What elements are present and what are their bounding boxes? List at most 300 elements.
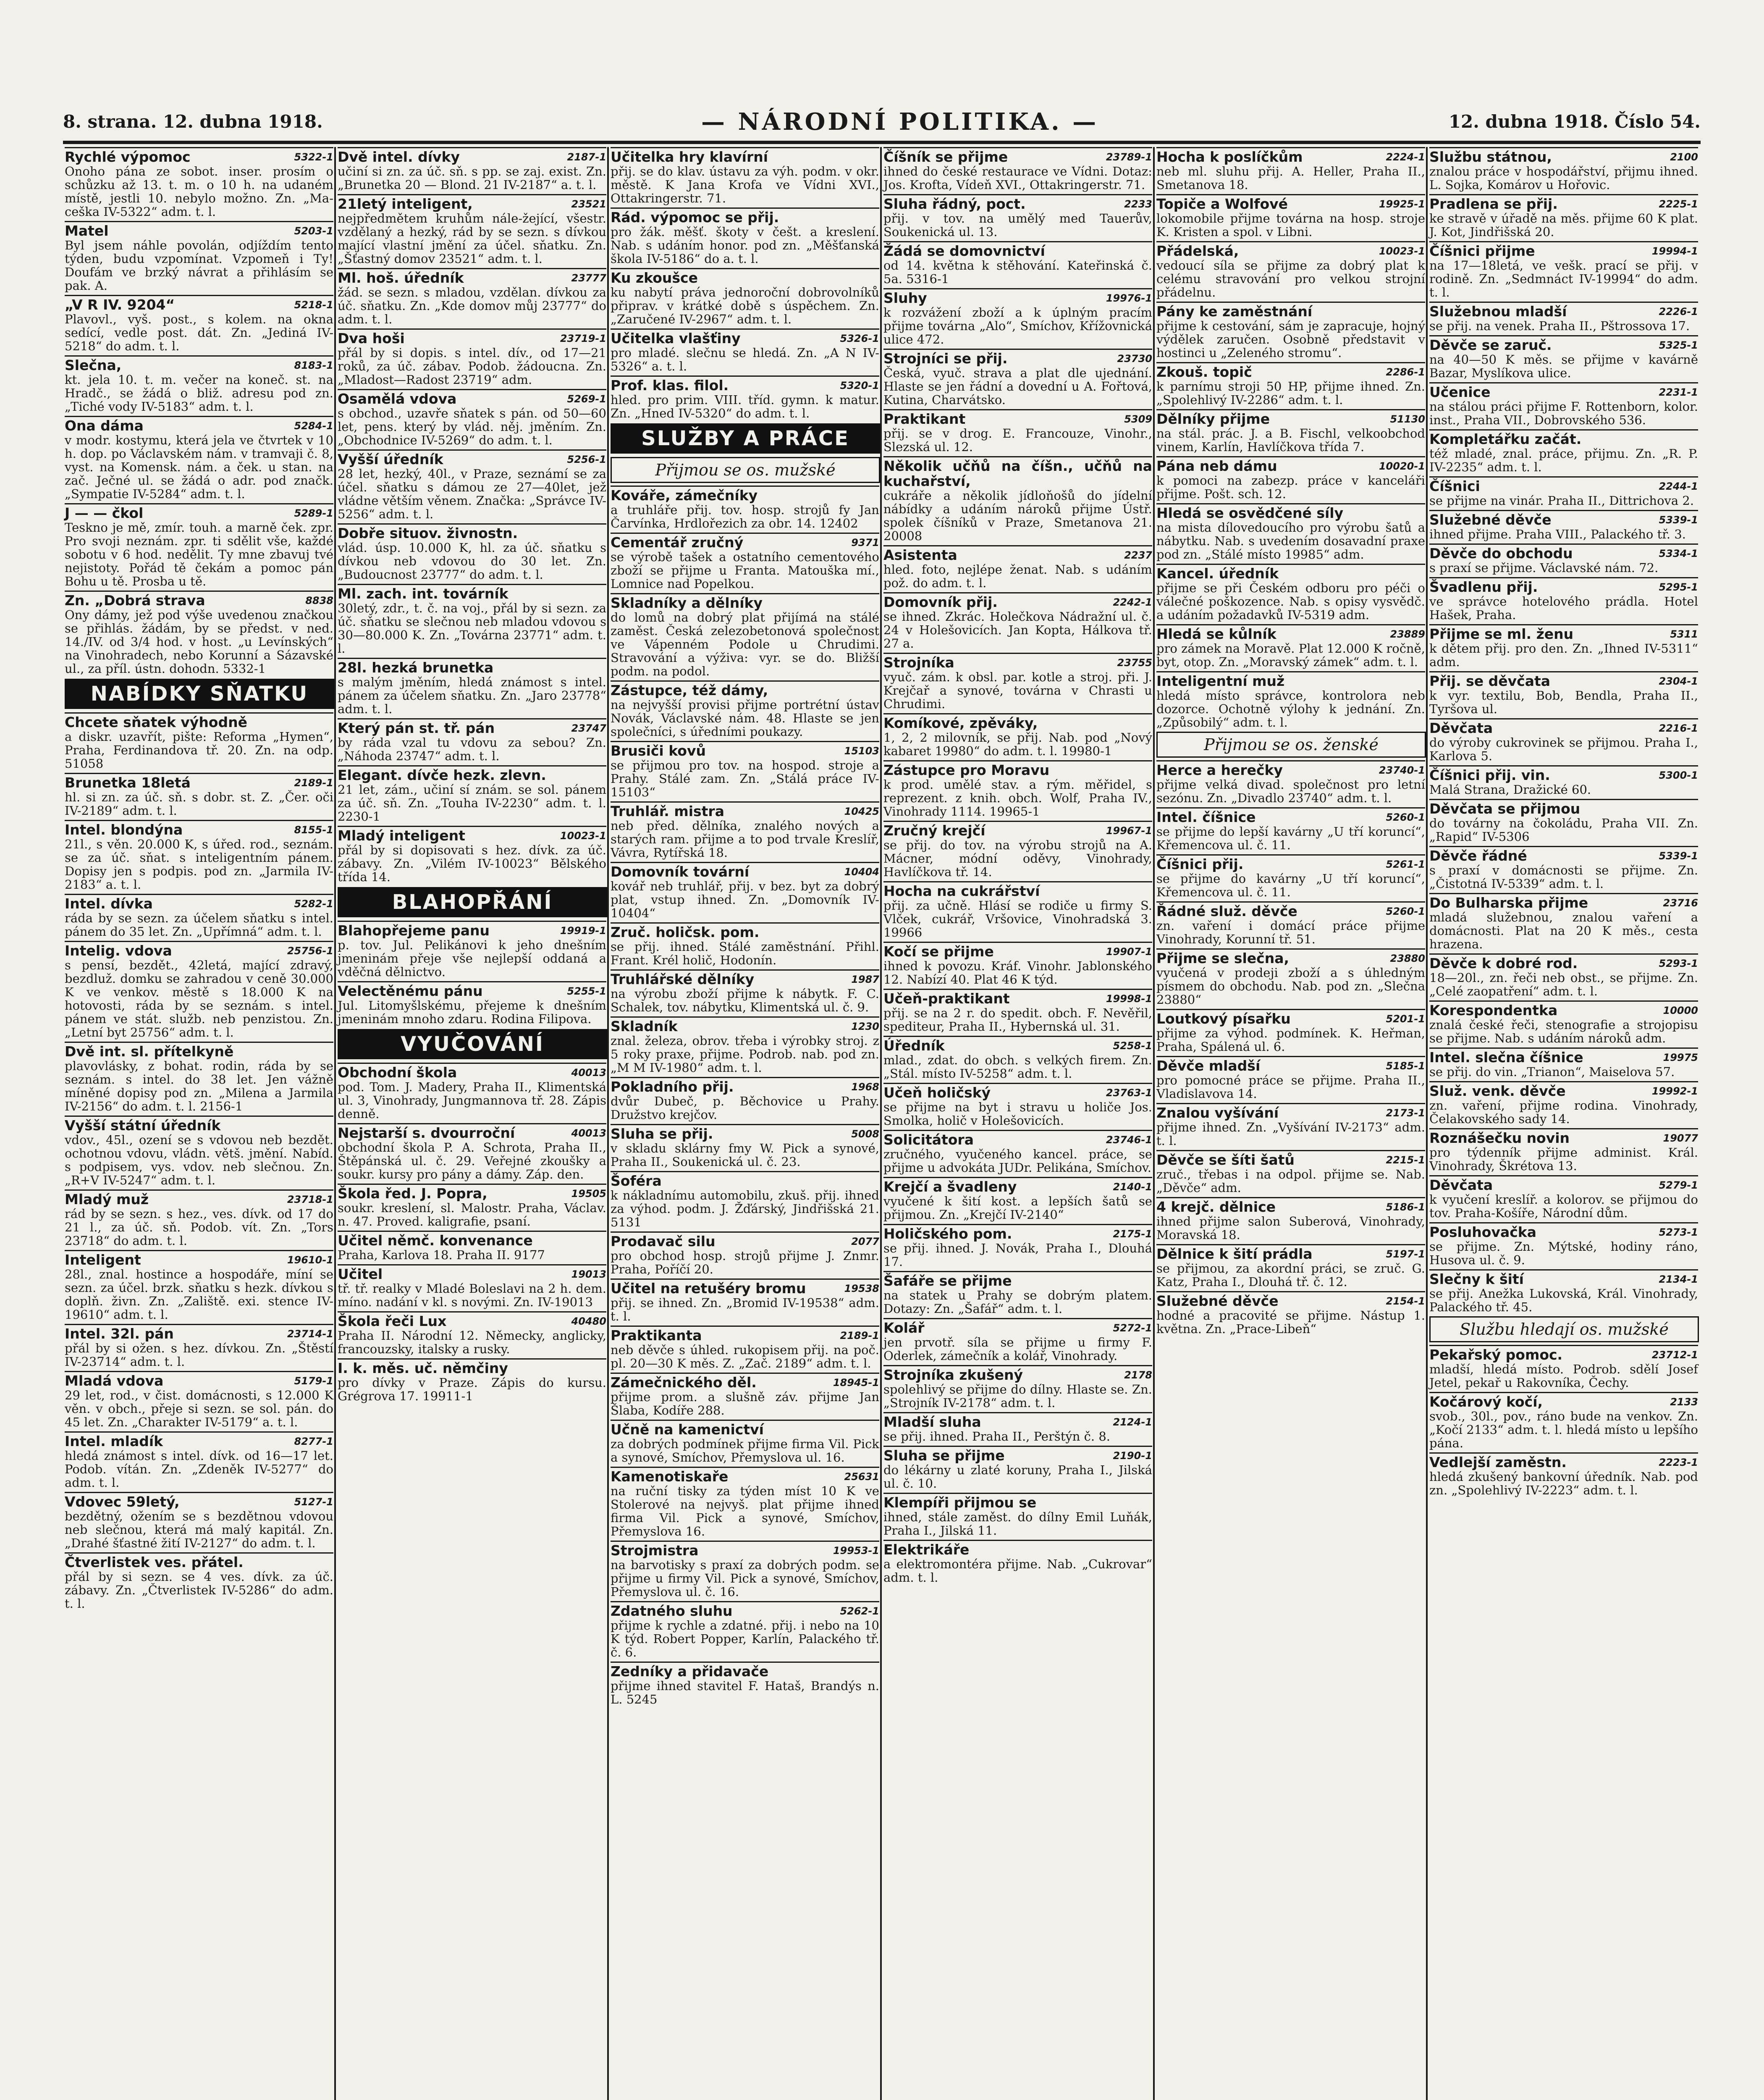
ad-text: Byl jsem náhle povolán, odjíždím tento týden, budu vzpomínat. Vzpomeň i Ty! Doufám ve brzký návrat a přihlásím se pak. A.	[65, 238, 333, 293]
ad-heading	[1429, 624, 1698, 642]
classified-ad	[1429, 718, 1698, 763]
ad-text: přijme za výhod. podmínek. K. Heřman, Praha, Spálená ul. 6.	[1156, 1026, 1425, 1054]
ad-text: pro žák. měšť. škoty v češt. a kreslení. Nab. s udáním honor. pod zn. „Měšťanská škola IV-5186“ do a. t. l.	[611, 225, 879, 266]
ad-text: pro zámek na Moravě. Plat 12.000 K ročně, byt, otop. Zn. „Moravský zámek“ adm. t. l.	[1156, 641, 1425, 669]
classified-ad	[611, 147, 879, 205]
page-header	[63, 108, 1701, 145]
ad-heading	[338, 268, 606, 286]
classified-ad	[883, 349, 1152, 407]
ad-code: 19505	[571, 1188, 606, 1200]
ad-title: Ona dáma	[65, 417, 144, 434]
classified-ad	[1429, 335, 1698, 380]
ad-text: neb ml. sluhu přij. A. Heller, Praha II., Smetanova 18.	[1156, 164, 1425, 192]
column-3	[609, 147, 882, 2100]
ad-text: ráda by se sezn. za účelem sňatku s intel. pánem do 35 let. Zn. „Upřímná“ adm. t. l.	[65, 911, 333, 939]
ad-title: Do Bulharska přijme	[1429, 895, 1588, 911]
ad-code: 40013	[571, 1067, 606, 1079]
ad-text: vyučené k šití kost. a lepších šatů se přijmou. Zn. „Krejčí IV-2140“	[883, 1194, 1152, 1222]
ad-text: pro obchod hosp. strojů přijme J. Znmr. Praha, Poříčí 20.	[611, 1249, 879, 1276]
ad-heading	[1429, 382, 1698, 400]
ad-title: Intelig. vdova	[65, 942, 172, 959]
classified-ad	[338, 1231, 606, 1262]
ad-title: Učitel němč. konvenance	[338, 1232, 533, 1249]
ad-heading	[1429, 765, 1698, 783]
ad-text: mladší, hledá místo. Podrob. sdělí Josef Jetel, pekař u Rakovníka, Čechy.	[1429, 1362, 1698, 1390]
ad-title: Zástupce, též dámy,	[611, 682, 768, 698]
ad-title: Cementář zručný	[611, 534, 744, 551]
ad-text: přijme k rychle a zdatné. přij. i nebo na 10 K týd. Robert Popper, Karlín, Palackého tř. č. 6.	[611, 1618, 879, 1659]
ad-title: Hocha k poslíčkům	[1156, 149, 1303, 165]
ad-title: Služebné děvče	[1429, 512, 1552, 528]
ad-code: 5272-1	[1113, 1322, 1152, 1334]
ad-text: kt. jela 10. t. m. večer na koneč. st. na Hradč., se žádá o bliž. adresu pod zn. „Tiché vody IV-5183“ adm. t. l.	[65, 373, 333, 414]
ad-text: se přij. ihned. J. Novák, Praha I., Dlouhá 17.	[883, 1241, 1152, 1269]
classified-ad	[1429, 765, 1698, 796]
ad-title: 28l. hezká brunetka	[338, 659, 494, 676]
ad-title: Intel. číšnice	[1156, 809, 1256, 825]
ad-text: s praxí se přijme. Václavské nám. 72.	[1429, 561, 1659, 575]
ad-heading	[1156, 760, 1425, 778]
classified-ad	[611, 207, 879, 265]
ad-code: 5320-1	[840, 380, 879, 391]
classified-ad	[611, 1016, 879, 1074]
ad-title: Dělníky přijme	[1156, 411, 1270, 427]
ad-title: Učně na kamenictví	[611, 1421, 764, 1438]
ad-text: 21l., s věn. 20.000 K, s úřed. rod., seznám. se za úč. sňat. s inteligentním pánem. Dopisy jen s podpis. pod zn. „Jarmila IV-2183“ a. t. l.	[65, 837, 333, 892]
classified-ad	[611, 1171, 879, 1229]
ad-text: na 17—18letá, ve vešk. prací se přij. v rodině. Zn. „Sedmnáct IV-19994“ do adm. t. l.	[1429, 258, 1698, 299]
ad-text: za dobrých podmínek přijme firma Vil. Pick a synové, Smíchov, Přemyslova ul. 16.	[611, 1437, 879, 1465]
classified-ad	[1429, 510, 1698, 541]
ad-code: 2189-1	[840, 1330, 879, 1341]
ad-title: Klempíři přijmou se	[883, 1494, 1037, 1511]
ad-title: Učeň-praktikant	[883, 990, 1010, 1007]
classified-ad	[1429, 1452, 1698, 1497]
ad-title: Znalou vyšívání	[1156, 1105, 1279, 1121]
classified-ad	[1429, 1047, 1698, 1079]
ad-heading	[1429, 1345, 1698, 1362]
ad-heading	[1429, 510, 1698, 528]
classified-ad	[883, 592, 1152, 650]
ad-text: zruč., třebas i na odpol. přijme se. Nab. „Děvče“ adm.	[1156, 1167, 1425, 1195]
ad-heading	[65, 1371, 333, 1389]
ad-code: 1968	[851, 1081, 879, 1093]
ad-text: přál by si ožen. s hez. dívkou. Zn. „Štěstí IV-23714“ adm. t. l.	[65, 1341, 333, 1369]
ad-title: Kamenotiskaře	[611, 1468, 729, 1485]
ad-heading	[883, 349, 1152, 366]
classified-ad	[1429, 1269, 1698, 1314]
ad-code: 19907-1	[1106, 946, 1152, 958]
ad-title: Sluha se přijme	[883, 1447, 1005, 1464]
ad-heading	[338, 1231, 606, 1248]
ad-text: se přijme. Zn. Mýtské, hodiny ráno, Husova ul. č. 9.	[1429, 1239, 1698, 1267]
ad-heading	[338, 826, 606, 843]
ad-text: vdov., 45l., ození se s vdovou neb bezdět. ochotnou vdovu, vládn. větš. jmění. Nabíd. s podpisem, vys. vdov. neb slečnou. Zn. „R+V IV-5247“ adm. t. l.	[65, 1133, 333, 1187]
ad-title: Pány ke zaměstnání	[1156, 303, 1313, 320]
classified-ad	[883, 241, 1152, 286]
ad-title: Ml. hoš. úředník	[338, 270, 464, 286]
ad-code: 2187-1	[567, 151, 606, 163]
ad-code: 5262-1	[840, 1605, 879, 1617]
classified-ad	[1429, 194, 1698, 239]
ad-code: 2242-1	[1113, 596, 1152, 608]
ad-code: 5282-1	[294, 898, 333, 910]
ad-title: Inteligent	[65, 1252, 141, 1268]
ad-heading	[1429, 799, 1698, 816]
ad-title: Osamělá vdova	[338, 391, 457, 407]
ad-title: Kolář	[883, 1320, 925, 1336]
ad-title: Děvče mladší	[1156, 1058, 1261, 1074]
ad-heading	[1156, 302, 1425, 319]
ad-text: se přijmou pro tov. na hospod. stroje a Prahy. Stálé zam. Zn. „Stálá práce IV-15103“	[611, 758, 879, 799]
ad-text: k dětem přij. pro den. Zn. „Ihned IV-5311“ adm.	[1429, 641, 1698, 669]
ad-heading	[883, 1036, 1152, 1053]
ad-code: 5334-1	[1659, 548, 1698, 559]
ad-text: se přijme na vinár. Praha II., Dittrichova 2.	[1429, 494, 1694, 508]
ad-heading	[338, 1123, 606, 1141]
classified-ad	[1429, 846, 1698, 890]
ad-heading	[611, 1016, 879, 1034]
classified-ad	[338, 268, 606, 326]
ad-heading	[65, 1324, 333, 1341]
ad-heading	[611, 1124, 879, 1142]
ad-code: 23714-1	[287, 1328, 333, 1340]
ad-title: Číšnici přijme	[1429, 243, 1535, 259]
classified-ad	[883, 989, 1152, 1033]
ad-text: k rozvážení zboží a k úplným pracím přijme továrna „Alo“, Smíchov, Křížovnická ulice 472.	[883, 305, 1152, 346]
classified-ad	[1429, 799, 1698, 843]
ad-title: Velectěnému pánu	[338, 983, 483, 999]
classified-ad	[65, 773, 333, 817]
classified-ad	[338, 1063, 606, 1121]
ad-text: neb před. dělníka, znalého nových a starých ram. přijme a to pod trvale Kreslíř, Vávra, Rytířská 18.	[611, 819, 879, 860]
classified-ad	[611, 375, 879, 420]
ad-title: Zdatného sluhu	[611, 1603, 733, 1619]
ad-text: ke stravě v úřadě na měs. přijme 60 K plat. J. Kot, Jindřišská 20.	[1429, 211, 1698, 239]
classified-ad	[338, 981, 606, 1026]
ad-code: 5255-1	[567, 985, 606, 997]
ad-title: Děvčata	[1429, 1177, 1493, 1193]
classified-ad	[883, 545, 1152, 590]
column-1	[63, 147, 336, 2100]
ad-title: Přádelská,	[1156, 243, 1239, 259]
ad-code: 10000	[1663, 1005, 1698, 1016]
ad-code: 1987	[851, 974, 879, 985]
issue-number-date: 12. dubna 1918. Číslo 54.	[1448, 111, 1701, 132]
ad-heading	[1429, 429, 1698, 447]
ad-heading	[611, 1420, 879, 1437]
ad-heading	[338, 1358, 606, 1376]
ad-text: přij. se do klav. ústavu za výh. podm. v okr. městě. K Jana Krofa ve Vídni XVI., Ottakringerstr. 71.	[611, 164, 879, 205]
ad-heading	[1156, 1197, 1425, 1215]
ad-title: Zručný krejčí	[883, 822, 986, 839]
ad-text: se přijme na byt i stravu u holiče Jos. Smolka, holič v Holešovicích.	[883, 1100, 1152, 1128]
ad-heading	[338, 1063, 606, 1080]
classified-ad	[338, 1311, 606, 1356]
ad-code: 19925-1	[1379, 198, 1425, 210]
ad-text: přij. se v drog. E. Francouze, Vinohr., Slezská ul. 12.	[883, 426, 1152, 454]
ad-text: se přijme do kavárny „U tří koruncí“, Křemencova ul. č. 11.	[1156, 872, 1425, 899]
ad-text: hledá známost s intel. dívk. od 16—17 let. Podob. vítán. Zn. „Zdeněk IV-5277“ do adm. t. l.	[65, 1449, 333, 1490]
ad-code: 19994-1	[1651, 245, 1698, 257]
ad-title: Blahopřejeme panu	[338, 922, 490, 939]
classified-ad	[883, 1083, 1152, 1127]
ad-code: 5295-1	[1659, 581, 1698, 593]
classified-ad	[338, 765, 606, 823]
ad-text: přij. se na 2 r. do spedit. obch. F. Nevěřil, spediteur, Praha II., Hybernská ul. 31.	[883, 1006, 1152, 1034]
ad-text: Ony dámy, jež pod výše uvedenou značkou se přihlás. žádám, by se předst. v ned. 14./IV. od 3/4 hod. v host. „u Levínských“ na Vinohradech, nebo Korunní a Sázavské ul., za příl. ústn. dohodn. 5332-1	[65, 608, 333, 676]
classified-ad	[611, 741, 879, 799]
ad-heading	[883, 456, 1152, 489]
classified-ad	[1156, 1197, 1425, 1242]
ad-code: 5218-1	[294, 299, 333, 311]
classified-ad	[65, 1250, 333, 1321]
ad-title: Dva hoši	[338, 330, 405, 346]
ad-heading	[1156, 1103, 1425, 1121]
ad-text: Praha II. Národní 12. Německy, anglicky, francouzsky, italsky a rusky.	[338, 1328, 606, 1356]
ad-heading	[65, 221, 333, 239]
ad-text: se přij. na venek. Praha II., Pštrossova 17.	[1429, 319, 1690, 333]
ad-text: nejpředmětem kruhům nále-žející, všestr. vzdělaný a hezký, rád by se sezn. s dívkou mající vlastní jmění za účel. sňatku. Zn. „Šťastný domov 23521“ adm. t. l.	[338, 211, 606, 266]
ad-heading	[1429, 1128, 1698, 1146]
ad-code: 10404	[844, 866, 879, 878]
ad-code: 2226-1	[1659, 306, 1698, 318]
ad-heading	[1156, 1009, 1425, 1026]
ad-title: Šafáře se přijme	[883, 1273, 1012, 1289]
ad-code: 8838	[305, 595, 333, 606]
classified-ad	[883, 1271, 1152, 1315]
ad-text: k vyučení kreslíř. a kolorov. se přijmou do tov. Praha-Košíře, Národní dům.	[1429, 1192, 1698, 1220]
ad-code: 2140-1	[1113, 1181, 1152, 1193]
classified-ad	[1156, 624, 1425, 669]
ad-title: Kočí se přijme	[883, 943, 994, 960]
ad-title: Vdovec 59letý,	[65, 1494, 180, 1510]
classified-ad	[1156, 194, 1425, 239]
classified-ad	[65, 820, 333, 891]
ad-code: 5197-1	[1386, 1248, 1425, 1260]
ad-text: vedoucí síla se přijme za dobrý plat k celému stravování pro velkou strojní přádelnu.	[1156, 258, 1425, 299]
ad-code: 23746-1	[1106, 1134, 1152, 1146]
classified-ad	[883, 881, 1152, 939]
ad-code: 19013	[571, 1268, 606, 1280]
ad-text: pro týdenník přijme administ. Král. Vinohrady, Škrétova 13.	[1429, 1145, 1698, 1173]
classified-ad	[1429, 382, 1698, 427]
ad-text: na ruční tisky za týden míst 10 K ve Stolerové na nejvyš. plat přijme ihned firma Vil. Pick a synové, Smíchov, Přemyslova 16.	[611, 1484, 879, 1538]
ad-heading	[1156, 1244, 1425, 1262]
ad-heading	[338, 658, 606, 675]
ad-title: Zn. „Dobrá strava	[65, 592, 205, 609]
ad-heading	[338, 523, 606, 541]
classified-ad	[1429, 543, 1698, 575]
ad-heading	[338, 981, 606, 999]
ad-heading	[611, 486, 879, 503]
classified-ad	[1429, 302, 1698, 333]
ad-title: Číšnici	[1429, 478, 1480, 494]
ad-text: 29 let, rod., v čist. domácnosti, s 12.000 K věn. v obch., přeje si sezn. se sol. pán. do 45 let. Zn. „Charakter IV-5179“ a. t. l.	[65, 1388, 333, 1429]
classified-ad	[65, 355, 333, 413]
ad-heading	[611, 1326, 879, 1343]
classified-ad	[883, 1177, 1152, 1221]
ad-code: 2133	[1670, 1396, 1698, 1408]
ad-text: a truhláře přij. tov. hosp. strojů fy Jan Čarvínka, Hrdlořezich za obr. 14. 12402	[611, 503, 879, 530]
ad-heading	[883, 592, 1152, 610]
classified-ad	[1156, 503, 1425, 561]
ad-title: Slečny k šití	[1429, 1271, 1524, 1287]
ad-code: 2225-1	[1659, 198, 1698, 210]
ad-heading	[611, 328, 879, 346]
ad-title: Strojníka zkušený	[883, 1367, 1023, 1383]
ad-code: 5008	[851, 1128, 879, 1140]
ad-title: Intel. dívka	[65, 895, 153, 912]
ad-heading	[611, 1171, 879, 1189]
classified-ad	[611, 1601, 879, 1659]
classified-ad	[883, 409, 1152, 454]
ad-code: 5273-1	[1659, 1226, 1698, 1238]
classified-ad	[1429, 953, 1698, 998]
ad-text: ve správce hotelového prádla. Hotel Hašek, Praha.	[1429, 594, 1698, 622]
ad-text: by ráda vzal tu vdovu za sebou? Zn. „Náhoda 23747“ adm. t. l.	[338, 735, 606, 763]
ad-code: 23719-1	[560, 333, 606, 344]
ad-title: Pokladního přij.	[611, 1079, 734, 1095]
ad-code: 23763-1	[1106, 1087, 1152, 1099]
ad-text: svob., 30l., pov., ráno bude na venkov. Zn. „Kočí 2133“ adm. t. l. hledá místo u lepšího pána.	[1429, 1409, 1698, 1450]
ad-code: 10425	[844, 806, 879, 817]
classified-ad	[611, 593, 879, 678]
ad-title: Pekařský pomoc.	[1429, 1347, 1563, 1363]
ad-text: do výroby cukrovinek se přijmou. Praha I., Karlova 5.	[1429, 735, 1698, 763]
ad-code: 2231-1	[1659, 386, 1698, 398]
ad-heading	[338, 765, 606, 783]
classified-ad	[1156, 1103, 1425, 1147]
classified-ad	[1156, 409, 1425, 454]
ad-title: „V R IV. 9204“	[65, 297, 175, 313]
classified-ad	[65, 1431, 333, 1489]
classified-ad	[1429, 241, 1698, 299]
classified-ad	[1429, 429, 1698, 474]
ad-text: přijme ihned stavitel F. Hataš, Brandýs n. L. 5245	[611, 1679, 879, 1706]
ad-text: přij. se ihned. Zn. „Bromid IV-19538“ adm. t. l.	[611, 1296, 879, 1323]
ad-title: Úředník	[883, 1037, 945, 1054]
ad-code: 23716	[1663, 897, 1698, 909]
ad-title: Elektrikáře	[883, 1541, 970, 1558]
ad-heading	[65, 1552, 333, 1570]
ad-title: Nejstarší s. dvourroční	[338, 1125, 515, 1141]
ad-title: Strojmistra	[611, 1542, 699, 1559]
classified-ad	[1429, 1345, 1698, 1389]
classified-ad	[883, 942, 1152, 986]
ad-text: od 14. května k stěhování. Kateřinská č. 5a. 5316-1	[883, 258, 1152, 286]
column-4	[882, 147, 1155, 2100]
ad-text: zn. vaření, přijme rodina. Vinohrady, Čelakovského sady 14.	[1429, 1098, 1698, 1126]
classified-ad	[1156, 760, 1425, 805]
ad-title: Učitel	[338, 1266, 383, 1282]
classified-ad	[611, 1326, 879, 1370]
ad-text: se přij. Anežka Lukovská, Král. Vinohrady, Palackého tř. 45.	[1429, 1286, 1698, 1314]
ad-code: 18945-1	[833, 1377, 879, 1389]
masthead-title: — NÁRODNÍ POLITIKA. —	[701, 108, 1099, 136]
ad-code: 2216-1	[1659, 722, 1698, 734]
ad-heading	[1429, 893, 1698, 911]
ad-text: ihned k povozu. Kráf. Vinohr. Jablonského 12. Nabízí 40. Plat 46 K týd.	[883, 959, 1152, 987]
classified-ad	[883, 1130, 1152, 1174]
ad-text: pod. Tom. J. Madery, Praha II., Klimentská ul. 3, Vinohrady, Jungmannova tř. 28. Zápis denně.	[338, 1080, 606, 1121]
classified-ad	[611, 1124, 879, 1168]
ad-code: 1230	[851, 1021, 879, 1032]
ad-title: Intel. 32l. pán	[65, 1326, 174, 1342]
ad-text: hled. foto, nejlépe ženat. Nab. s udáním pož. do adm. t. l.	[883, 562, 1152, 590]
classified-ad	[338, 1264, 606, 1309]
classified-ad	[338, 584, 606, 655]
ad-title: Obchodní škola	[338, 1064, 457, 1081]
ad-code: 2178	[1124, 1369, 1152, 1381]
ad-code: 15103	[844, 745, 879, 757]
section-banner: VYUČOVÁNÍ	[338, 1029, 607, 1059]
column-2	[336, 147, 609, 2100]
ad-title: Skladník	[611, 1018, 678, 1034]
ad-title: Ku zkoušce	[611, 270, 698, 286]
ad-title: Řádné služ. děvče	[1156, 903, 1297, 919]
ad-code: 5289-1	[294, 507, 333, 519]
ad-title: Zedníky a přidavače	[611, 1663, 769, 1680]
classified-ad	[338, 328, 606, 386]
column-divider	[607, 147, 609, 2100]
ad-code: 5311	[1670, 628, 1698, 640]
classified-ad	[1429, 1222, 1698, 1267]
ad-code: 23730	[1117, 353, 1152, 365]
ad-heading	[338, 1311, 606, 1329]
ad-heading	[1156, 456, 1425, 474]
classified-ad	[611, 1231, 879, 1276]
ad-code: 2134-1	[1659, 1273, 1698, 1285]
ad-title: Posluhovačka	[1429, 1224, 1537, 1240]
ad-heading	[1429, 1000, 1698, 1018]
ad-heading	[1156, 362, 1425, 380]
ad-title: Mladý inteligent	[338, 827, 465, 844]
ad-text: dvůr Dubeč, p. Běchovice u Prahy. Družstvo krejčov.	[611, 1094, 879, 1122]
ad-text: k nákladnímu automobilu, zkuš. přij. ihned za výhod. podm. J. Žďárský, Jindřišská 21. 5131	[611, 1188, 879, 1229]
ad-heading	[611, 147, 879, 165]
section-subheading: Přijmou se os. mužské	[611, 457, 880, 483]
ad-heading	[1429, 846, 1698, 864]
ad-heading	[883, 288, 1152, 306]
ad-title: Děvče se zaruč.	[1429, 337, 1552, 353]
ad-text: se přij. do tov. na výrobu strojů na A. Mácner, módní oděvy, Vinohrady, Havlíčkova tř. 14.	[883, 838, 1152, 879]
classified-ad	[65, 503, 333, 588]
column-divider	[334, 147, 336, 2100]
ad-title: Učeň holičský	[883, 1084, 991, 1101]
classified-ad	[1156, 362, 1425, 407]
ad-code: 2304-1	[1659, 675, 1698, 687]
ad-text: znalou práce v hospodářství, přijmu ihned. L. Sojka, Komárov u Hořovic.	[1429, 164, 1698, 192]
ad-text: na výrobu zboží přijme k nábytk. F. C. Schalek, tov. nábytku, Klimentská ul. č. 9.	[611, 987, 879, 1014]
ad-title: Prof. klas. filol.	[611, 377, 729, 394]
classified-ad	[1429, 671, 1698, 716]
classified-ad	[338, 1358, 606, 1403]
ad-heading	[65, 295, 333, 312]
ad-text: přij. v tov. na umělý med Tauerův, Soukenická ul. 13.	[883, 211, 1152, 239]
classified-ad	[1156, 564, 1425, 622]
ad-code: 19975	[1663, 1052, 1698, 1063]
ad-text: do lékárny u zlaté koruny, Praha I., Jilská ul. č. 10.	[883, 1463, 1152, 1491]
section-banner: NABÍDKY SŇATKU	[65, 679, 334, 709]
ad-text: lokomobile přijme továrna na hosp. stroje K. Kristen a spol. v Libni.	[1156, 211, 1425, 239]
ad-title: Děvčata se přijmou	[1429, 801, 1581, 817]
ad-code: 10023-1	[1379, 245, 1425, 257]
ad-code: 23880	[1390, 953, 1425, 964]
classified-ad	[338, 1123, 606, 1181]
ad-code: 2173-1	[1386, 1107, 1425, 1119]
ad-text: se přijmou, za akordní práci, se zruč. G. Katz, Praha I., Dlouhá tř. č. 12.	[1156, 1261, 1425, 1289]
